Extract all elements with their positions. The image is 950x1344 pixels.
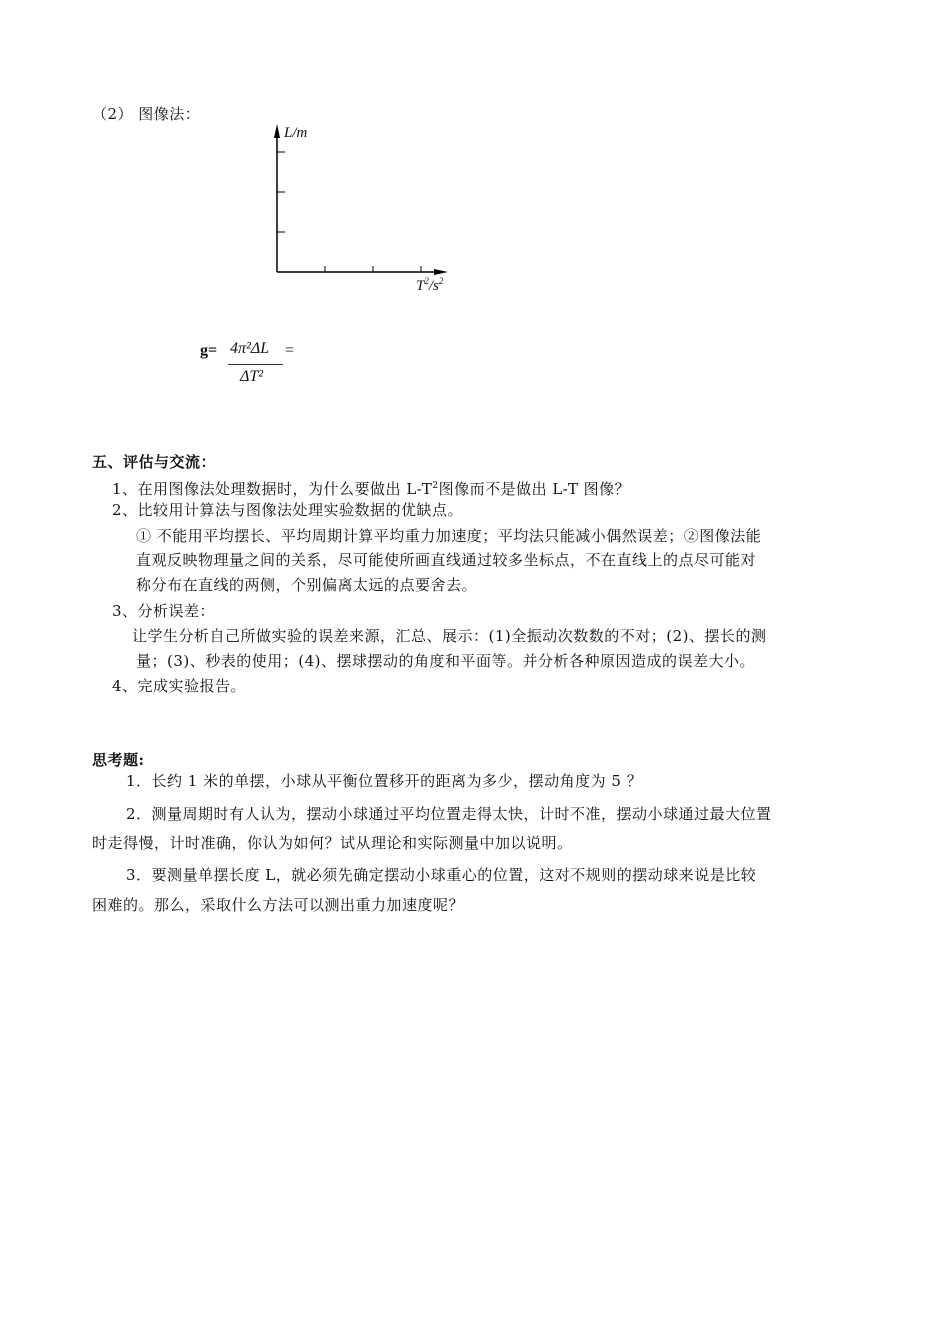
formula-suffix: = [285,342,295,359]
x-axis-arrow [434,269,448,275]
y-axis-label: L/m [284,125,308,141]
section5-item3: 3、分析误差： [112,602,216,620]
y-axis-arrow [274,124,280,138]
question-2-cont: 时走得慢，计时准确，你认为如何？试从理论和实际测量中加以说明。 [92,834,573,852]
fraction-bar [228,364,283,365]
x-axis-label: $T^2/s^2$ [416,276,444,294]
section5-item3-answer: 让学生分析自己所做实验的误差来源，汇总、展示：(1)全振动次数数的不对；(2)、摆长的测 [132,627,767,645]
formula-denominator: ΔT² [240,368,264,385]
question-3: 3．要测量单摆长度 L，就必须先确定摆动小球重心的位置，这对不规则的摆动球来说是比较 [126,866,757,884]
question-1: 1．长约 1 米的单摆，小球从平衡位置移开的距离为多少，摆动角度为 5 ？ [126,772,643,790]
questions-heading: 思考题: [92,751,145,769]
blank-graph [255,120,465,295]
section5-heading: 五、评估与交流： [92,453,217,471]
formula-numerator: 4π²ΔL [230,340,270,357]
section5-item2-answer: ① 不能用平均摆长、平均周期计算平均重力加速度；平均法只能减小偶然误差；②图像法能 [136,527,762,545]
section5-item2-answer: 称分布在直线的两侧，个别偏离太远的点要舍去。 [136,576,478,594]
question-3-cont: 困难的。那么，采取什么方法可以测出重力加速度呢？ [92,896,465,914]
question-2: 2．测量周期时有人认为，摆动小球通过平均位置走得太快，计时不准，摆动小球通过最大位置 [126,805,772,823]
section-graph-label: （2） 图像法： [92,105,201,123]
section5-item4: 4、完成实验报告。 [112,677,247,695]
section5-item2: 2、比较用计算法与图像法处理实验数据的优缺点。 [112,501,464,519]
section5-item3-answer: 量；(3)、秒表的使用；(4)、摆球摆动的角度和平面等。并分析各种原因造成的误差大小。 [136,652,755,670]
section5-item1: 1、在用图像法处理数据时，为什么要做出 $L-T^2$图像而不是做出 L-T 图像？ [112,480,631,498]
formula-prefix: g= [200,342,218,359]
section5-item2-answer: 直观反映物理量之间的关系，尽可能使所画直线通过较多坐标点，不在直线上的点尽可能对 [136,551,757,569]
